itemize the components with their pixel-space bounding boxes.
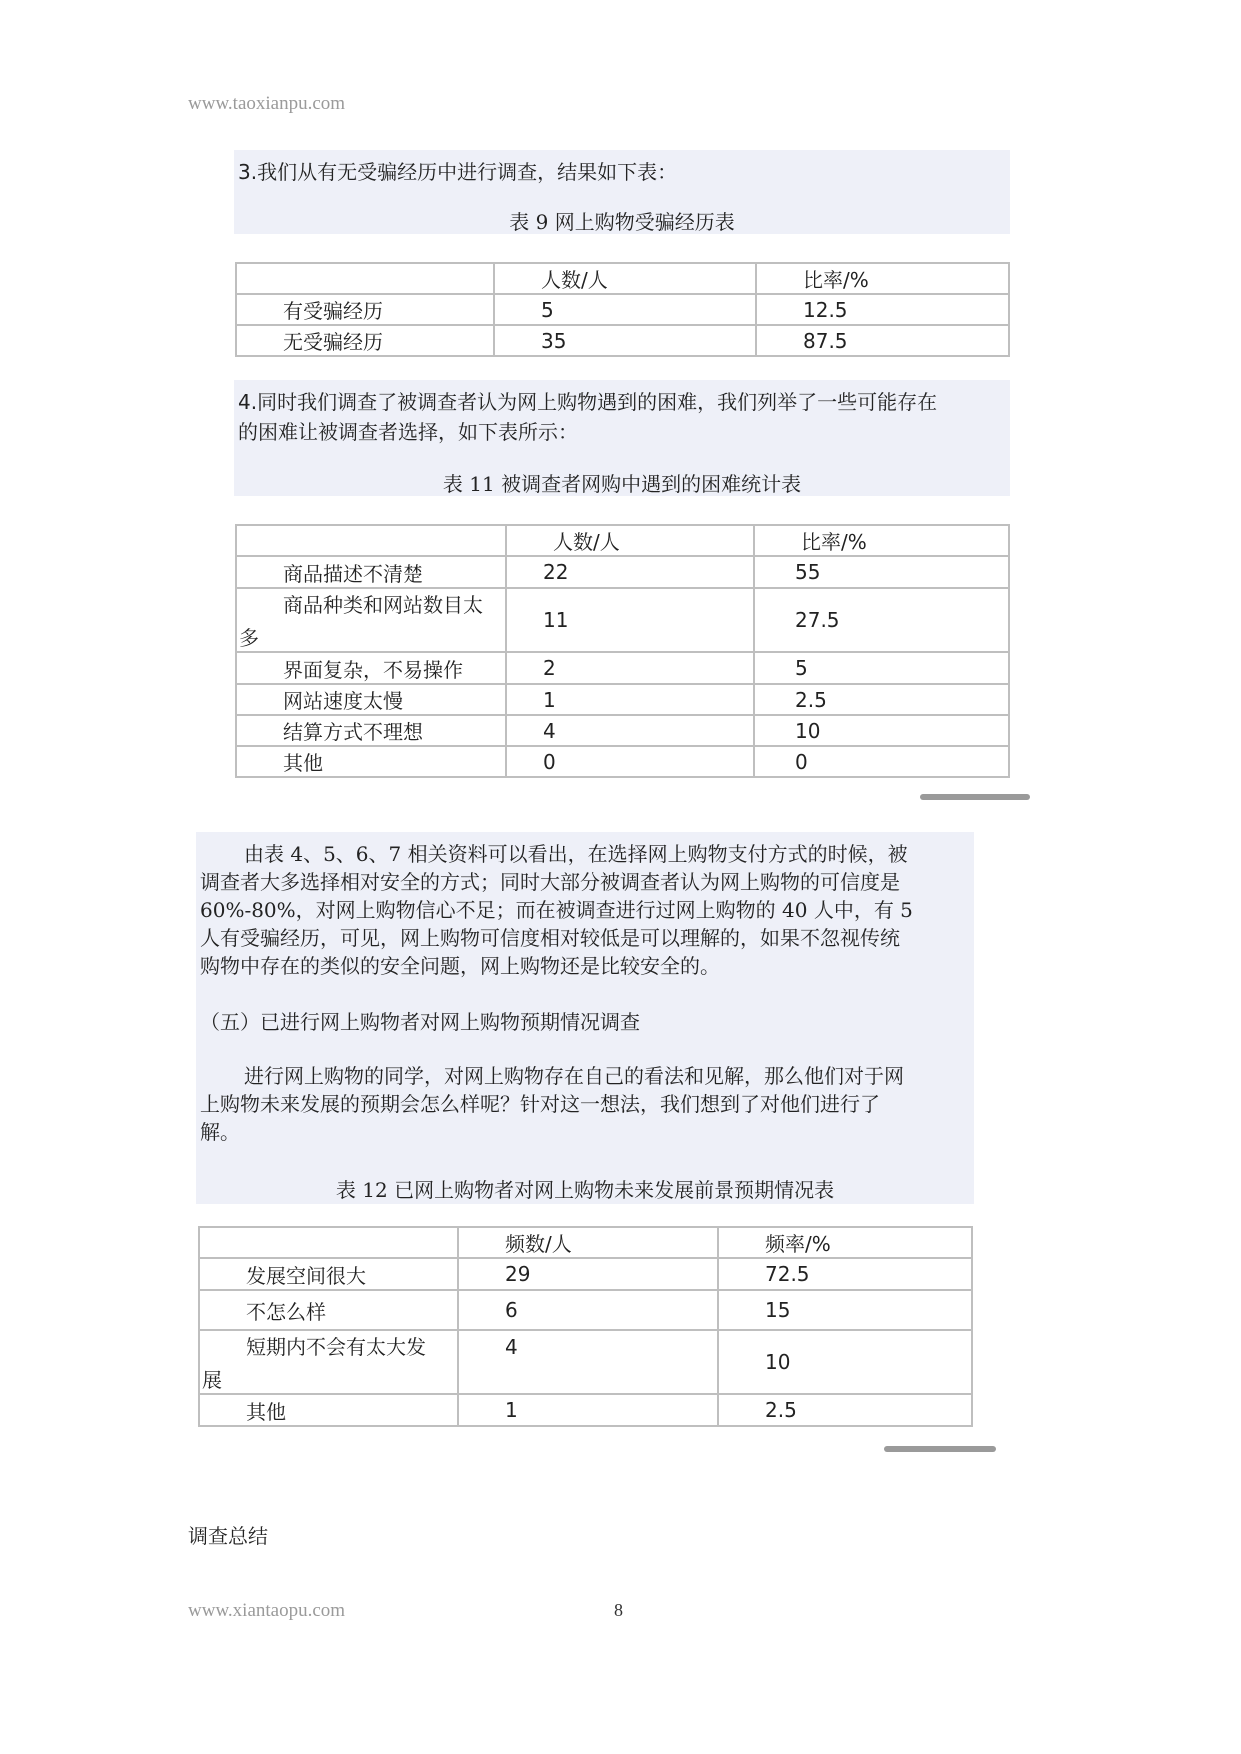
section4-intro-block bbox=[234, 380, 1010, 496]
table-cell: 10 bbox=[718, 1330, 972, 1394]
table-cell: 界面复杂，不易操作 bbox=[236, 652, 506, 684]
table-row bbox=[199, 1394, 972, 1426]
table11 bbox=[235, 524, 1010, 778]
table-cell-wrap: 展 bbox=[202, 1368, 222, 1392]
table9 bbox=[235, 262, 1010, 357]
table-header-row bbox=[199, 1227, 972, 1258]
table-row bbox=[236, 715, 1009, 746]
table-cell: 12.5 bbox=[756, 294, 1009, 325]
analysis-para1-line2: 调查者大多选择相对安全的方式；同时大部分被调查者认为网上购物的可信度是 bbox=[200, 870, 900, 894]
table-cell: 发展空间很大 bbox=[199, 1258, 458, 1290]
table-row bbox=[236, 325, 1009, 356]
section3-intro-block bbox=[234, 150, 1010, 234]
table-header-cell: 人数/人 bbox=[494, 263, 756, 294]
table-row bbox=[199, 1330, 972, 1394]
table-cell: 10 bbox=[754, 715, 1009, 746]
table-cell: 2.5 bbox=[754, 684, 1009, 715]
table-cell: 网站速度太慢 bbox=[236, 684, 506, 715]
table-header-row bbox=[236, 263, 1009, 294]
table-cell: 其他 bbox=[236, 746, 506, 777]
table-cell: 6 bbox=[458, 1290, 718, 1330]
table-cell: 不怎么样 bbox=[199, 1290, 458, 1330]
table-cell: 结算方式不理想 bbox=[236, 715, 506, 746]
table-cell: 22 bbox=[506, 556, 754, 588]
table-row bbox=[236, 652, 1009, 684]
section4-intro-line1: 4.同时我们调查了被调查者认为网上购物遇到的困难，我们列举了一些可能存在 bbox=[238, 390, 938, 414]
analysis-para2-line1: 进行网上购物的同学，对网上购物存在自己的看法和见解，那么他们对于网 bbox=[244, 1064, 904, 1088]
table-cell: 72.5 bbox=[718, 1258, 972, 1290]
table-cell: 2 bbox=[506, 652, 754, 684]
table-cell: 其他 bbox=[199, 1394, 458, 1426]
table-cell: 27.5 bbox=[754, 588, 1009, 652]
table-cell: 35 bbox=[494, 325, 756, 356]
table-cell: 有受骗经历 bbox=[236, 294, 494, 325]
table-cell: 55 bbox=[754, 556, 1009, 588]
table-header-cell: 比率/% bbox=[754, 525, 1009, 556]
page-number: 8 bbox=[614, 1600, 623, 1620]
table11-caption: 表 11 被调查者网购中遇到的困难统计表 bbox=[442, 472, 802, 496]
table-header-cell bbox=[199, 1227, 458, 1258]
table-cell: 商品描述不清楚 bbox=[236, 556, 506, 588]
table-cell-text: 商品种类和网站数目太 bbox=[283, 593, 483, 617]
table-row bbox=[236, 556, 1009, 588]
table-cell: 4 bbox=[506, 715, 754, 746]
scrollbar-thumb[interactable] bbox=[920, 794, 1030, 800]
scrollbar-thumb[interactable] bbox=[884, 1446, 996, 1452]
section4-intro-line2: 的困难让被调查者选择，如下表所示： bbox=[238, 420, 578, 444]
analysis-para1-line1: 由表 4、5、6、7 相关资料可以看出，在选择网上购物支付方式的时候，被 bbox=[244, 842, 908, 866]
table-cell: 1 bbox=[458, 1394, 718, 1426]
analysis-para1-line4: 人有受骗经历，可见，网上购物可信度相对较低是可以理解的，如果不忽视传统 bbox=[200, 926, 900, 950]
header-url: www.taoxianpu.com bbox=[188, 93, 346, 114]
footer-url: www.xiantaopu.com bbox=[188, 1600, 346, 1621]
analysis-para1-line3: 60%-80%，对网上购物信心不足；而在被调查进行过网上购物的 40 人中，有 5 bbox=[200, 898, 913, 922]
table-header-cell bbox=[236, 263, 494, 294]
table-cell: 2.5 bbox=[718, 1394, 972, 1426]
table9-caption: 表 9 网上购物受骗经历表 bbox=[509, 210, 735, 234]
analysis-para2-line2: 上购物未来发展的预期会怎么样呢？针对这一想法，我们想到了对他们进行了 bbox=[200, 1092, 880, 1116]
table-row bbox=[236, 294, 1009, 325]
summary-heading: 调查总结 bbox=[188, 1524, 268, 1548]
table-row bbox=[236, 746, 1009, 777]
table-row bbox=[236, 684, 1009, 715]
table-cell: 0 bbox=[754, 746, 1009, 777]
table-cell: 29 bbox=[458, 1258, 718, 1290]
table-row bbox=[199, 1258, 972, 1290]
table-cell: 无受骗经历 bbox=[236, 325, 494, 356]
analysis-para1-line5: 购物中存在的类似的安全问题，网上购物还是比较安全的。 bbox=[200, 954, 720, 978]
table-cell: 87.5 bbox=[756, 325, 1009, 356]
table-header-cell: 频数/人 bbox=[458, 1227, 718, 1258]
analysis-subheading: （五）已进行网上购物者对网上购物预期情况调查 bbox=[200, 1010, 640, 1034]
table-header-cell: 频率/% bbox=[718, 1227, 972, 1258]
table-cell-text: 短期内不会有太大发 bbox=[246, 1335, 426, 1359]
table-cell: 4 bbox=[458, 1330, 718, 1394]
analysis-block bbox=[196, 832, 974, 1204]
table12 bbox=[198, 1226, 973, 1427]
table-row bbox=[236, 588, 1009, 652]
table-cell: 15 bbox=[718, 1290, 972, 1330]
table-header-cell: 比率/% bbox=[756, 263, 1009, 294]
table-cell: 11 bbox=[506, 588, 754, 652]
table-cell bbox=[236, 588, 506, 652]
table-header-cell: 人数/人 bbox=[506, 525, 754, 556]
table-header-cell bbox=[236, 525, 506, 556]
table-cell: 1 bbox=[506, 684, 754, 715]
table-cell: 5 bbox=[494, 294, 756, 325]
table-cell-wrap: 多 bbox=[239, 626, 259, 650]
table-cell: 0 bbox=[506, 746, 754, 777]
table-cell bbox=[199, 1330, 458, 1394]
table-row bbox=[199, 1290, 972, 1330]
section3-intro: 3.我们从有无受骗经历中进行调查，结果如下表： bbox=[238, 160, 678, 184]
table-header-row bbox=[236, 525, 1009, 556]
analysis-para2-line3: 解。 bbox=[200, 1120, 240, 1144]
table-cell: 5 bbox=[754, 652, 1009, 684]
table12-caption: 表 12 已网上购物者对网上购物未来发展前景预期情况表 bbox=[335, 1178, 835, 1202]
